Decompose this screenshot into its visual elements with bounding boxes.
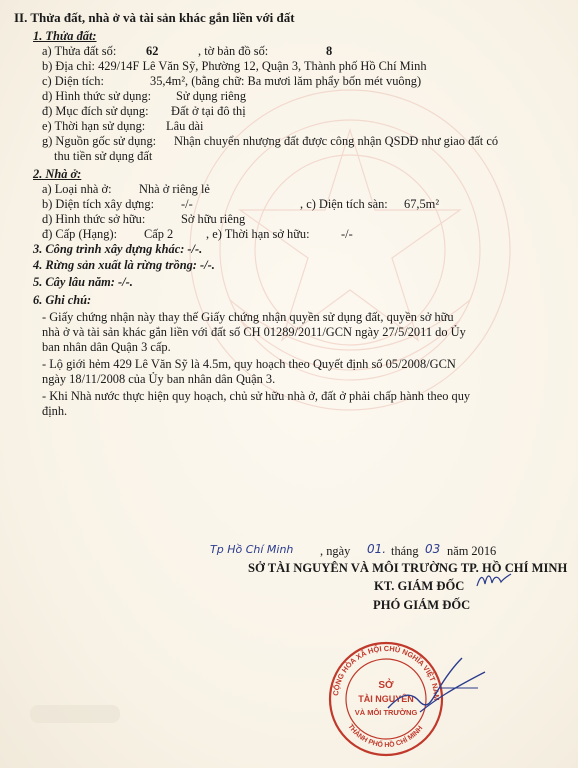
house-type-value: Nhà ở riêng lẻ <box>139 182 210 196</box>
origin-value: Nhận chuyển nhượng đất được công nhận QSDĐ như giao đất có <box>174 134 499 148</box>
parcel-number-label: a) Thửa đất số: <box>42 44 117 58</box>
production-forest: 4. Rừng sản xuất là rừng trồng: -/-. <box>33 258 215 272</box>
floor-area-label: , c) Diện tích sàn: <box>300 197 388 211</box>
house-type-label: a) Loại nhà ở: <box>42 182 112 196</box>
note-line: ngày 18/11/2008 của Ủy ban nhân dân Quận 3. <box>42 372 276 386</box>
usage-purpose-label: đ) Mục đích sử dụng: <box>42 104 149 118</box>
note-line: - Lộ giới hẻm 429 Lê Văn Sỹ là 4.5m, quy hoạch theo Quyết định số 05/2008/GCN <box>42 357 456 371</box>
parcel-title: 1. Thửa đất: <box>33 29 97 43</box>
usage-term-value: Lâu dài <box>166 119 204 133</box>
ownership-value: Sở hữu riêng <box>181 212 246 226</box>
place-handwritten: Tp Hồ Chí Minh <box>210 543 294 556</box>
area-value: 35,4m², (bằng chữ: Ba mươi lăm phẩy bốn mét vuông) <box>150 74 422 88</box>
perennial-trees: 5. Cây lâu năm: -/-. <box>33 275 133 289</box>
seal-center-3: VÀ MÔI TRƯỜNG <box>354 708 418 717</box>
seal-center-1: SỞ <box>378 680 394 691</box>
month-handwritten: 03 <box>425 542 441 556</box>
signatory-title: PHÓ GIÁM ĐỐC <box>373 598 471 612</box>
build-area-label: b) Diện tích xây dựng: <box>42 197 155 211</box>
note-line: định. <box>42 404 68 418</box>
grade-value: Cấp 2 <box>144 227 174 241</box>
month-label: tháng <box>391 544 419 558</box>
usage-term-label: e) Thời hạn sử dụng: <box>42 119 146 133</box>
usage-form-value: Sử dụng riêng <box>176 89 247 103</box>
scan-smudge <box>30 705 120 723</box>
initial-signature <box>474 570 514 592</box>
main-signature <box>380 650 490 725</box>
grade-label: đ) Cấp (Hạng): <box>42 227 118 241</box>
build-area-value: -/- <box>181 197 193 211</box>
floor-area-value: 67,5m² <box>404 197 440 211</box>
map-sheet-label: , tờ bản đồ số: <box>198 44 269 58</box>
note-line: ban nhân dân Quận 3 cấp. <box>42 340 171 354</box>
note-line: - Khi Nhà nước thực hiện quy hoạch, chủ sử hữu nhà ở, đất ở phải chấp hành theo quy <box>42 389 471 403</box>
ownership-label: d) Hình thức sở hữu: <box>42 212 146 226</box>
parcel-number-value: 62 <box>146 44 159 58</box>
address-line: b) Địa chỉ: 429/14F Lê Văn Sỹ, Phường 12, Quận 3, Thành phố Hồ Chí Minh <box>42 59 427 73</box>
ownership-term-label: , e) Thời hạn sở hữu: <box>206 227 310 241</box>
origin-label: g) Nguồn gốc sử dụng: <box>42 134 157 148</box>
map-sheet-value: 8 <box>326 44 333 58</box>
area-label: c) Diện tích: <box>42 74 104 88</box>
date-prefix: , ngày <box>320 544 351 558</box>
section-heading: II. Thửa đất, nhà ở và tài sản khác gắn liền với đất <box>14 10 295 25</box>
seal-ring-text: CỘNG HÒA XÃ HỘI CHỦ NGHĨA VIỆT NAM <box>331 643 442 701</box>
ownership-term-value: -/- <box>341 227 353 241</box>
note-line: - Giấy chứng nhận này thay thế Giấy chứng nhận quyền sử dụng đất, quyền sở hữu <box>42 310 454 324</box>
usage-purpose-value: Đất ở tại đô thị <box>171 104 246 118</box>
day-handwritten: 01. <box>367 542 387 556</box>
house-title: 2. Nhà ở: <box>33 167 82 181</box>
seal-bottom-text: THÀNH PHỐ HỒ CHÍ MINH <box>346 723 425 750</box>
signatory-kt: KT. GIÁM ĐỐC <box>374 579 465 593</box>
seal-center-2: TÀI NGUYÊN <box>358 694 414 704</box>
issuing-agency: SỞ TÀI NGUYÊN VÀ MÔI TRƯỜNG TP. HỒ CHÍ MINH <box>248 561 568 575</box>
note-line: nhà ở và tài sản khác gắn liền với đất số CH 01289/2011/GCN ngày 27/5/2011 do Ủy <box>42 325 466 339</box>
other-works: 3. Công trình xây dựng khác: -/-. <box>33 242 203 256</box>
usage-form-label: d) Hình thức sử dụng: <box>42 89 152 103</box>
origin-value-cont: thu tiền sử dụng đất <box>54 149 153 163</box>
notes-title: 6. Ghi chú: <box>33 293 92 307</box>
year-label: năm 2016 <box>447 544 497 558</box>
